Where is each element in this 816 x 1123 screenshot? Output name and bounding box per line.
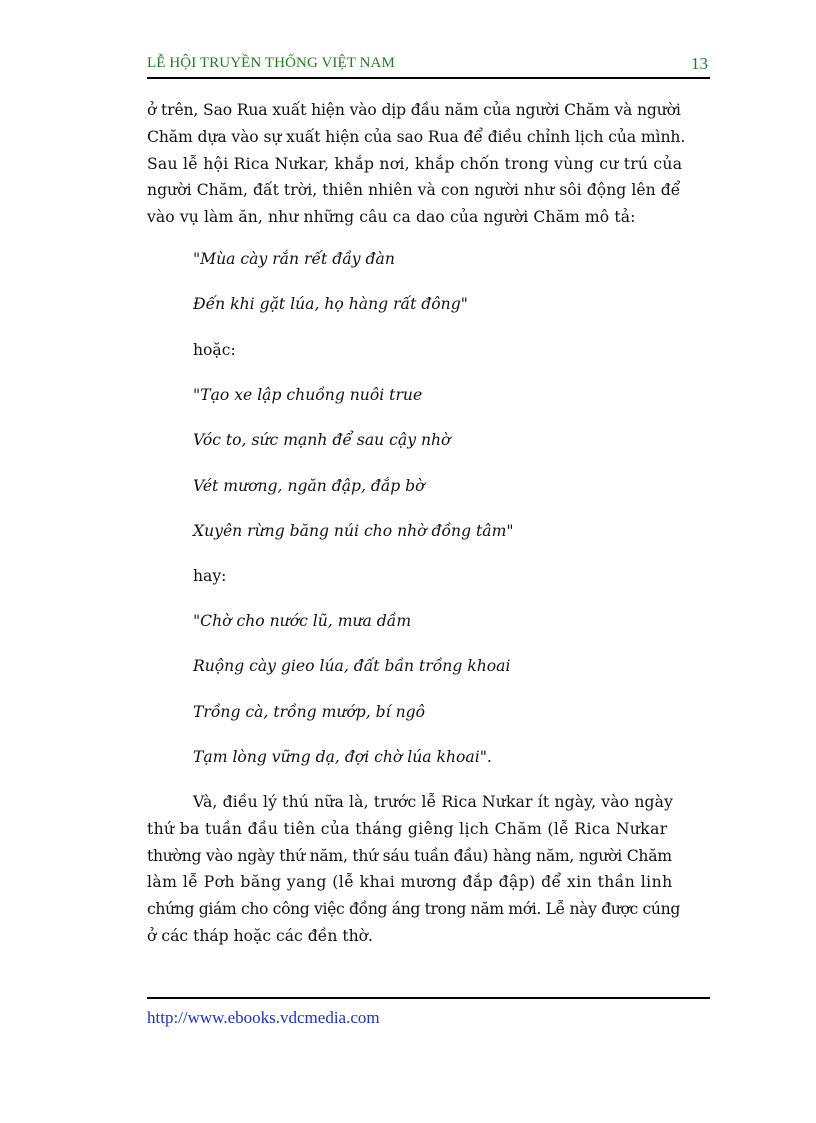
paragraph-line: làm lễ Pơh băng yang (lễ khai mương đắp đập) để xin thần linh bbox=[147, 873, 673, 892]
running-title: LỄ HỘI TRUYỀN THỐNG VIỆT NAM bbox=[147, 55, 395, 71]
verse-line-final bbox=[193, 748, 492, 766]
paragraph-line: vào vụ làm ăn, như những câu ca dao của người Chăm mô tả: bbox=[147, 208, 636, 227]
page-header bbox=[147, 53, 710, 79]
paragraph-line: ở trên, Sao Rua xuất hiện vào dịp đầu năm của người Chăm và người bbox=[147, 101, 681, 119]
paragraph-line: thường vào ngày thứ năm, thứ sáu tuần đầu) hàng năm, người Chăm bbox=[147, 846, 672, 865]
verse-connector: hay: bbox=[193, 567, 227, 585]
body-paragraph-2 bbox=[147, 789, 713, 950]
paragraph-line: thứ ba tuần đầu tiên của tháng giêng lịch Chăm (lễ Rica Nưkar bbox=[147, 819, 668, 838]
verse-line: Xuyên rừng băng núi cho nhờ đồng tâm" bbox=[193, 522, 514, 540]
page-number: 13 bbox=[691, 54, 708, 73]
footer-divider bbox=[147, 997, 710, 999]
verse-text: Tạm lòng vững dạ, đợi chờ lúa khoai" bbox=[193, 748, 487, 766]
verse-period: . bbox=[486, 748, 492, 766]
verse-line: Đến khi gặt lúa, họ hàng rất đông" bbox=[193, 295, 468, 313]
verse-line: Ruộng cày gieo lúa, đất bần trồng khoai bbox=[193, 657, 511, 675]
verse-line: "Tạo xe lập chuồng nuôi true bbox=[193, 386, 423, 404]
paragraph-line: Và, điều lý thú nữa là, trước lễ Rica Nưkar ít ngày, vào ngày bbox=[193, 793, 674, 811]
body-paragraph-1 bbox=[147, 97, 713, 231]
paragraph-line: Chăm dựa vào sự xuất hiện của sao Rua để điều chỉnh lịch của mình. bbox=[147, 127, 686, 146]
verse-line: "Chờ cho nước lũ, mưa dầm bbox=[193, 612, 412, 630]
verse-line: Trồng cà, trồng mướp, bí ngô bbox=[193, 703, 426, 721]
verse-connector: hoặc: bbox=[193, 341, 236, 359]
paragraph-line: chứng giám cho công việc đồng áng trong năm mới. Lễ này được cúng bbox=[147, 900, 680, 919]
paragraph-line: Sau lễ hội Rica Nưkar, khắp nơi, khắp chốn trong vùng cư trú của bbox=[147, 154, 683, 173]
paragraph bbox=[147, 789, 713, 950]
verse-line: "Mùa cày rắn rết đầy đàn bbox=[193, 250, 395, 268]
paragraph bbox=[147, 97, 713, 231]
footer-website-link[interactable]: http://www.ebooks.vdcmedia.com bbox=[147, 1008, 380, 1027]
verse-line: Vóc to, sức mạnh để sau cậy nhờ bbox=[193, 431, 451, 449]
verse-line: Vét mương, ngăn đập, đắp bờ bbox=[193, 477, 425, 495]
paragraph-line: người Chăm, đất trời, thiên nhiên và con người như sôi động lên để bbox=[147, 181, 681, 200]
paragraph-line: ở các tháp hoặc các đền thờ. bbox=[147, 926, 373, 945]
